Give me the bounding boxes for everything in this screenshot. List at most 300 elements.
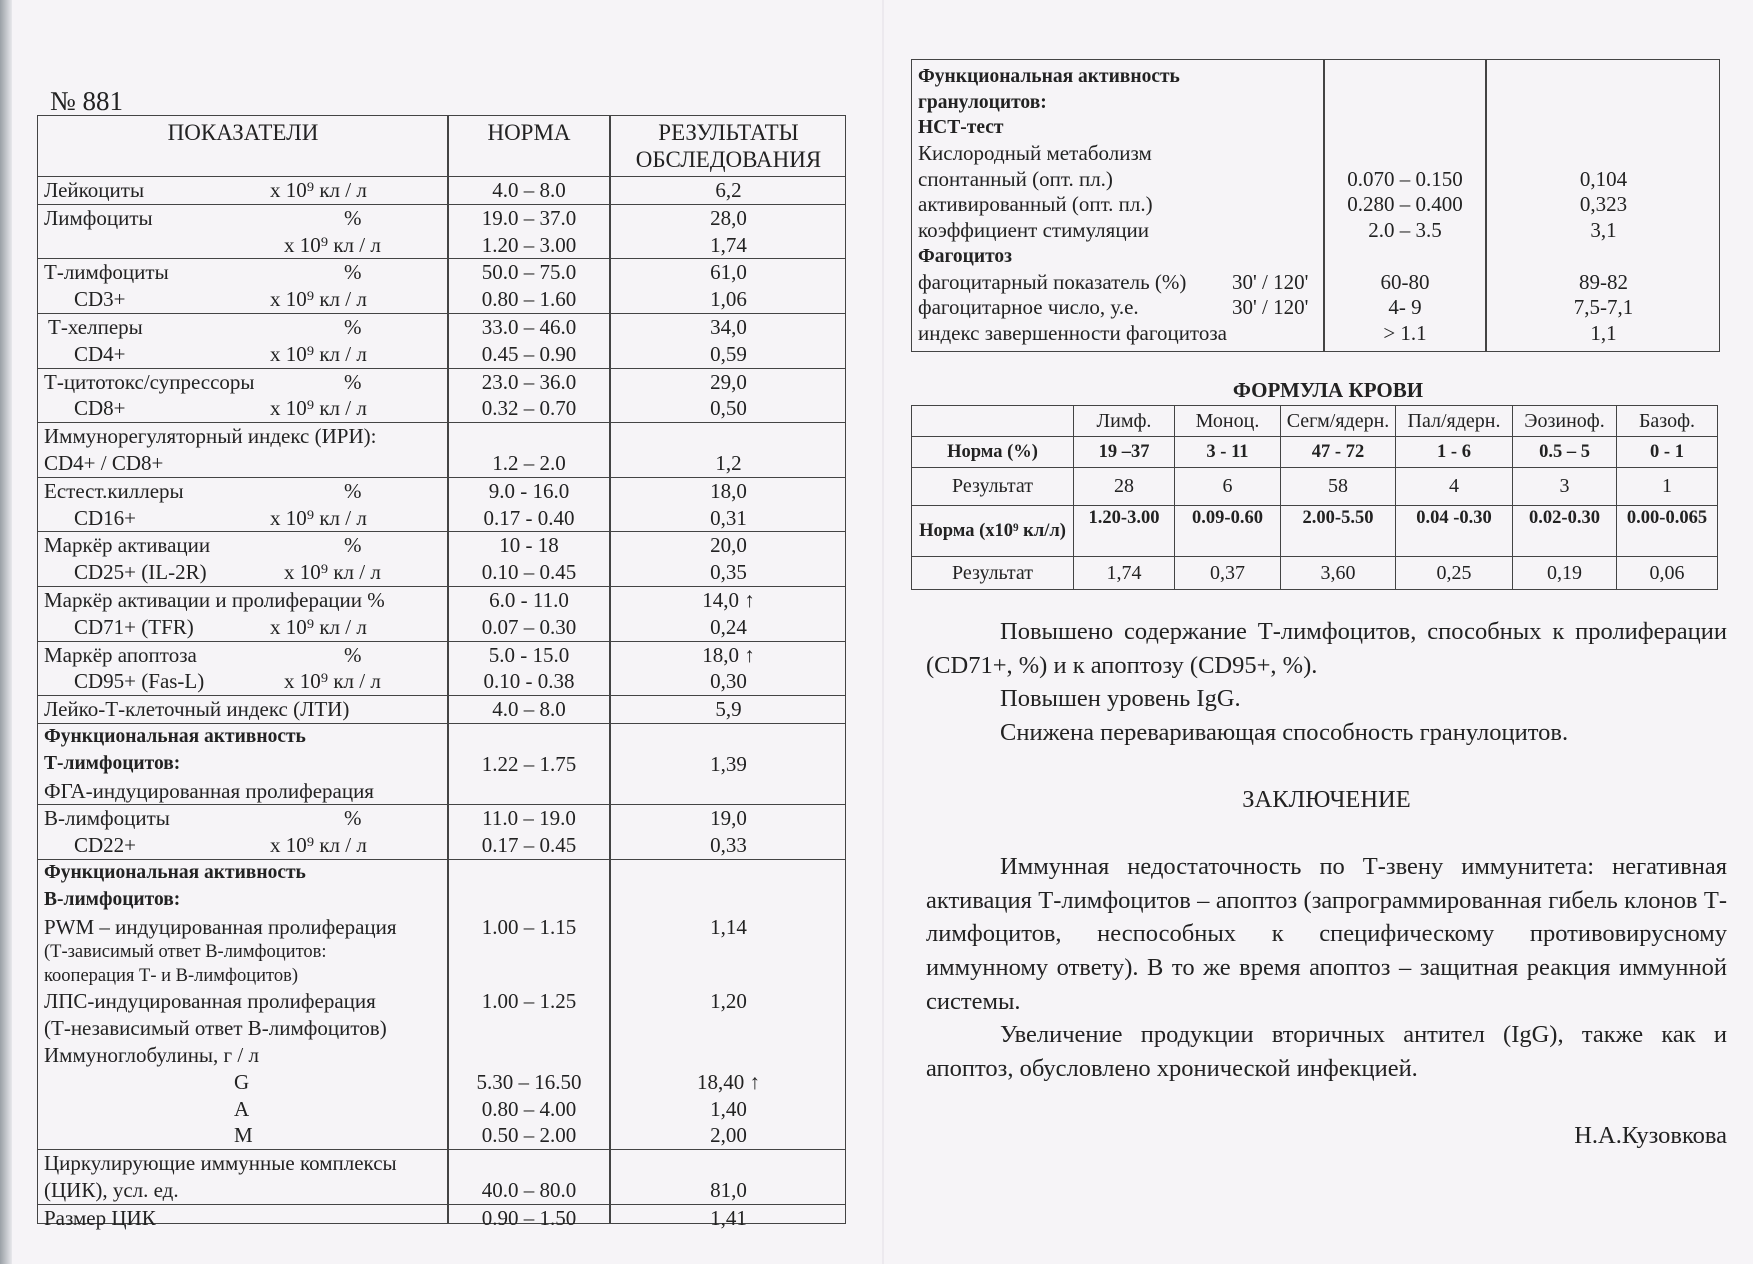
table-row bbox=[38, 805, 845, 860]
indicator-cell bbox=[38, 478, 448, 505]
indicator-cell bbox=[38, 505, 448, 532]
table-line bbox=[38, 286, 845, 313]
formula-value: 1,74 bbox=[1074, 557, 1175, 590]
result-value: 89-82 bbox=[1579, 269, 1628, 294]
norm-value: 0.10 – 0.45 bbox=[481, 560, 577, 585]
table-line bbox=[38, 1042, 845, 1069]
unit-label: % bbox=[344, 260, 362, 285]
norm-value: 0.070 – 0.150 bbox=[1347, 166, 1463, 191]
indicator-label: Т-лимфоциты bbox=[44, 260, 169, 285]
table-line bbox=[38, 778, 845, 805]
indicator-label: CD95+ (Fas-L) bbox=[74, 669, 205, 694]
document-number: № 881 bbox=[50, 86, 124, 116]
indicator-label: кооперация Т- и В-лимфоцитов) bbox=[44, 966, 299, 987]
result-value bbox=[1486, 115, 1721, 141]
formula-value: 0,06 bbox=[1617, 557, 1718, 590]
norm-value: 0.17 – 0.45 bbox=[481, 833, 577, 858]
result-value: 14,0 ↑ bbox=[702, 587, 755, 612]
indicator-cell bbox=[912, 295, 1324, 321]
header-results-line1: РЕЗУЛЬТАТЫ bbox=[658, 120, 799, 145]
result-value: 1,20 bbox=[710, 989, 747, 1014]
indicator-label: Фагоцитоз bbox=[918, 245, 1012, 267]
unit-label: x 10⁹ кл / л bbox=[270, 505, 367, 530]
indicator-cell bbox=[38, 259, 448, 286]
indicator-label: фагоцитарное число, у.е. bbox=[918, 295, 1139, 320]
indicator-cell bbox=[38, 587, 448, 614]
table-line bbox=[38, 1177, 845, 1204]
norm-value: 5.0 - 15.0 bbox=[488, 642, 570, 667]
result-value: 34,0 bbox=[710, 314, 747, 339]
table-line bbox=[38, 395, 845, 422]
table-line bbox=[912, 90, 1719, 116]
result-value: 5,9 bbox=[715, 697, 742, 722]
indicator-cell bbox=[38, 1205, 448, 1232]
conclusion-paragraph: Увеличение продукции вторичных антител (IgG), также как и апоптоз, обусловлено хронической инфекцией. bbox=[926, 1021, 1727, 1082]
unit-label: x 10⁹ кл / л bbox=[284, 669, 381, 694]
result-value bbox=[610, 1015, 847, 1042]
norm-value: 6.0 - 11.0 bbox=[489, 587, 569, 612]
table-line bbox=[38, 341, 845, 368]
norm-value: 4- 9 bbox=[1388, 295, 1422, 320]
immunogram-table bbox=[37, 115, 846, 1230]
column-header: Базоф. bbox=[1617, 406, 1718, 437]
table-row bbox=[38, 177, 845, 205]
unit-label: x 10⁹ кл / л bbox=[270, 341, 367, 366]
indicator-label: (Т-независимый ответ В-лимфоцитов) bbox=[44, 1016, 387, 1041]
table-row bbox=[38, 1150, 845, 1205]
indicator-cell bbox=[38, 940, 448, 964]
row-label: Норма (%) bbox=[912, 437, 1074, 468]
result-value: 1,1 bbox=[1590, 320, 1617, 345]
formula-value: 6 bbox=[1175, 468, 1281, 506]
norm-value bbox=[448, 1042, 610, 1069]
unit-label: % bbox=[344, 369, 362, 394]
table-line bbox=[912, 64, 1719, 90]
norm-value: 2.0 – 3.5 bbox=[1368, 218, 1442, 243]
indicator-label: Т-цитотокс/супрессоры bbox=[44, 369, 255, 394]
unit-label: x 10⁹ кл / л bbox=[284, 560, 381, 585]
finding: Повышен уровень IgG. bbox=[1000, 685, 1241, 713]
table-line bbox=[38, 724, 845, 751]
signature: Н.А.Кузовкова bbox=[1574, 1121, 1727, 1149]
table-header bbox=[38, 116, 845, 177]
table-line bbox=[38, 559, 845, 586]
norm-value bbox=[448, 1015, 610, 1042]
indicator-label: CD25+ (IL-2R) bbox=[74, 560, 207, 585]
indicator-cell bbox=[912, 270, 1324, 296]
norm-value: 0.45 – 0.90 bbox=[481, 341, 577, 366]
indicator-cell bbox=[38, 1042, 448, 1069]
indicator-cell bbox=[912, 167, 1324, 193]
norm-value bbox=[448, 860, 610, 887]
table-line bbox=[912, 115, 1719, 141]
indicator-label: Лимфоциты bbox=[44, 205, 153, 230]
indicator-label: CD3+ bbox=[74, 287, 126, 312]
result-value: 20,0 bbox=[710, 533, 747, 558]
norm-value: 23.0 – 36.0 bbox=[481, 369, 577, 394]
result-value: 0,50 bbox=[710, 396, 747, 421]
indicator-cell bbox=[912, 244, 1324, 270]
result-value bbox=[610, 1042, 847, 1069]
norm-value: 11.0 – 19.0 bbox=[482, 806, 576, 831]
result-value: 61,0 bbox=[710, 260, 747, 285]
indicator-cell bbox=[38, 559, 448, 586]
result-value: 0,323 bbox=[1579, 192, 1628, 217]
indicator-cell bbox=[38, 395, 448, 422]
row-label: Результат bbox=[912, 557, 1074, 590]
unit-label: x 10⁹ кл / л bbox=[284, 232, 381, 257]
table-line bbox=[38, 232, 845, 259]
unit-label: 30' / 120' bbox=[1232, 269, 1309, 294]
indicator-cell bbox=[912, 90, 1324, 116]
table-line bbox=[912, 244, 1719, 270]
unit-label: x 10⁹ кл / л bbox=[270, 833, 367, 858]
norm-value: 19.0 – 37.0 bbox=[481, 205, 577, 230]
norm-value: 0.80 – 1.60 bbox=[481, 287, 577, 312]
indicator-label: активированный (опт. пл.) bbox=[918, 192, 1153, 217]
formula-value: 0.02-0.30 bbox=[1513, 506, 1617, 557]
formula-value: 4 bbox=[1396, 468, 1513, 506]
header-results bbox=[610, 116, 847, 176]
norm-value: 0.10 - 0.38 bbox=[483, 669, 575, 694]
row-label: Норма (x10⁹ кл/л) bbox=[912, 506, 1074, 557]
table-body bbox=[38, 177, 845, 1231]
norm-value bbox=[1324, 141, 1486, 167]
table-row bbox=[38, 532, 845, 587]
norm-value bbox=[1324, 90, 1486, 116]
table-line bbox=[38, 1069, 845, 1096]
norm-value bbox=[448, 423, 610, 450]
formula-value: 58 bbox=[1281, 468, 1396, 506]
indicator-label: G bbox=[234, 1069, 250, 1094]
table-line bbox=[38, 668, 845, 695]
norm-value: 4.0 – 8.0 bbox=[492, 697, 566, 722]
finding: Повышено содержание Т-лимфоцитов, способных к пролиферации (CD71+, %) и к апоптозу (CD95+, %). bbox=[926, 618, 1727, 679]
formula-title: ФОРМУЛА КРОВИ bbox=[1232, 378, 1424, 402]
norm-value bbox=[448, 1150, 610, 1177]
result-value bbox=[1486, 141, 1721, 167]
indicator-cell bbox=[38, 369, 448, 396]
result-value bbox=[1486, 64, 1721, 90]
result-value bbox=[610, 778, 847, 805]
column-header: Лимф. bbox=[1074, 406, 1175, 437]
unit-label: x 10⁹ кл / л bbox=[270, 614, 367, 639]
formula-value: 0 - 1 bbox=[1617, 437, 1718, 468]
indicator-label: CD22+ bbox=[74, 833, 137, 858]
table-line bbox=[38, 314, 845, 341]
result-value: 2,00 bbox=[710, 1123, 747, 1148]
norm-value bbox=[448, 887, 610, 914]
result-value: 0,24 bbox=[710, 614, 747, 639]
indicator-cell bbox=[38, 314, 448, 341]
formula-header-row bbox=[912, 406, 1718, 437]
indicator-label: Лейкоциты bbox=[44, 178, 145, 202]
indicator-cell bbox=[38, 1069, 448, 1096]
result-value: 0,59 bbox=[710, 341, 747, 366]
table-row bbox=[38, 724, 845, 805]
indicator-label: Функциональная активность bbox=[918, 66, 1180, 87]
table-line bbox=[38, 1205, 845, 1232]
table-row bbox=[38, 423, 845, 478]
indicator-cell bbox=[38, 205, 448, 232]
column-header: Пал/ядерн. bbox=[1396, 406, 1513, 437]
formula-value: 0,25 bbox=[1396, 557, 1513, 590]
row-label: Результат bbox=[912, 468, 1074, 506]
result-value: 0,104 bbox=[1579, 166, 1628, 191]
indicator-label: Маркёр активации bbox=[44, 533, 211, 558]
indicator-cell bbox=[38, 988, 448, 1015]
indicator-label: Функциональная активность bbox=[44, 861, 306, 883]
indicator-cell bbox=[912, 115, 1324, 141]
indicator-cell bbox=[912, 64, 1324, 90]
unit-label: x 10⁹ кл / л bbox=[270, 178, 367, 202]
table-line bbox=[38, 1015, 845, 1042]
formula-value: 2.00-5.50 bbox=[1281, 506, 1396, 557]
indicator-cell bbox=[38, 914, 448, 941]
indicator-cell bbox=[38, 450, 448, 477]
result-value: 29,0 bbox=[710, 369, 747, 394]
table-line bbox=[38, 751, 845, 778]
indicator-label: гранулоцитов: bbox=[918, 91, 1047, 113]
formula-value: 0.00-0.065 bbox=[1617, 506, 1718, 557]
indicator-cell bbox=[38, 642, 448, 669]
result-value: 1,14 bbox=[710, 914, 747, 939]
table-row bbox=[38, 1205, 845, 1232]
indicator-cell bbox=[38, 532, 448, 559]
table-row bbox=[38, 369, 845, 424]
table-line bbox=[38, 988, 845, 1015]
indicator-cell bbox=[912, 192, 1324, 218]
table-line bbox=[38, 805, 845, 832]
indicator-cell bbox=[38, 724, 448, 751]
indicator-label: фагоцитарный показатель (%) bbox=[918, 269, 1187, 294]
indicator-label: CD71+ (TFR) bbox=[74, 614, 194, 639]
formula-value: 0,19 bbox=[1513, 557, 1617, 590]
result-value: 18,0 bbox=[710, 478, 747, 503]
indicator-label: Естест.киллеры bbox=[44, 478, 184, 503]
result-value: 19,0 bbox=[710, 806, 747, 831]
page-fold bbox=[882, 0, 884, 1264]
table-row bbox=[38, 587, 845, 642]
table-row bbox=[38, 259, 845, 314]
result-value: 6,2 bbox=[715, 178, 742, 202]
norm-value bbox=[448, 940, 610, 964]
indicator-label: CD4+ bbox=[74, 341, 126, 366]
indicator-cell bbox=[912, 141, 1324, 167]
formula-value: 0.09-0.60 bbox=[1175, 506, 1281, 557]
result-value: 18,0 ↑ bbox=[702, 642, 755, 667]
norm-value: 1.20 – 3.00 bbox=[481, 232, 577, 257]
indicator-label: Маркёр активации и пролиферации % bbox=[44, 587, 385, 612]
table-line bbox=[912, 295, 1719, 321]
table-line bbox=[38, 423, 845, 450]
result-value bbox=[610, 940, 847, 964]
formula-row bbox=[912, 437, 1718, 468]
indicator-label: M bbox=[234, 1123, 253, 1148]
result-value: 3,1 bbox=[1590, 218, 1617, 243]
unit-label: % bbox=[344, 478, 362, 503]
indicator-cell bbox=[38, 778, 448, 805]
norm-value: 0.07 – 0.30 bbox=[481, 614, 577, 639]
unit-label: % bbox=[344, 205, 362, 230]
unit-label: x 10⁹ кл / л bbox=[270, 287, 367, 312]
result-value: 0,33 bbox=[710, 833, 747, 858]
conclusion-paragraph: Иммунная недостаточность по Т-звену иммунитета: негативная активация Т-лимфоцитов – апоптоз (запрограммированная гибель клонов Т-лимфоцитов, неспособных к специфическому противовирусному иммунному ответу). В то же время апоптоз – защитная реакция иммунной системы. bbox=[926, 853, 1727, 1015]
unit-label: 30' / 120' bbox=[1232, 295, 1309, 320]
norm-value: 0.17 - 0.40 bbox=[483, 505, 575, 530]
table-line bbox=[38, 450, 845, 477]
norm-value: 5.30 – 16.50 bbox=[476, 1069, 582, 1094]
formula-value: 0.5 – 5 bbox=[1513, 437, 1617, 468]
table-row bbox=[38, 478, 845, 533]
norm-value: 60-80 bbox=[1380, 269, 1430, 294]
formula-row bbox=[912, 468, 1718, 506]
table-line bbox=[38, 964, 845, 988]
result-value bbox=[610, 860, 847, 887]
unit-label: % bbox=[344, 533, 362, 558]
indicator-cell bbox=[38, 860, 448, 887]
empty-cell bbox=[912, 406, 1074, 437]
table-row bbox=[38, 642, 845, 697]
indicator-cell bbox=[38, 696, 448, 723]
header-results-line2: ОБСЛЕДОВАНИЯ bbox=[635, 147, 822, 172]
norm-value: 1.00 – 1.25 bbox=[481, 989, 577, 1014]
indicator-cell bbox=[38, 805, 448, 832]
scan-edge bbox=[0, 0, 12, 1264]
indicator-label: CD8+ bbox=[74, 396, 126, 421]
column-header: Моноц. bbox=[1175, 406, 1281, 437]
column-header: Сегм/ядерн. bbox=[1281, 406, 1396, 437]
indicator-cell bbox=[38, 1096, 448, 1123]
norm-value bbox=[448, 964, 610, 988]
norm-value: 0.80 – 4.00 bbox=[481, 1096, 577, 1121]
indicator-cell bbox=[912, 321, 1324, 347]
header-norm: НОРМА bbox=[487, 120, 571, 145]
norm-value bbox=[448, 724, 610, 751]
result-value bbox=[1486, 90, 1721, 116]
table-line bbox=[38, 478, 845, 505]
norm-value: 9.0 - 16.0 bbox=[488, 478, 570, 503]
formula-value: 47 - 72 bbox=[1281, 437, 1396, 468]
formula-value: 3 bbox=[1513, 468, 1617, 506]
norm-value: 4.0 – 8.0 bbox=[492, 178, 566, 202]
table-line bbox=[38, 505, 845, 532]
column-divider bbox=[609, 116, 611, 1223]
formula-value: 1 bbox=[1617, 468, 1718, 506]
result-value: 1,74 bbox=[710, 232, 747, 257]
column-header: Эозиноф. bbox=[1513, 406, 1617, 437]
indicator-cell bbox=[38, 177, 448, 204]
result-value bbox=[610, 724, 847, 751]
indicator-cell bbox=[38, 1150, 448, 1177]
indicator-cell bbox=[38, 887, 448, 914]
result-value: 81,0 bbox=[710, 1177, 747, 1202]
indicator-cell bbox=[38, 1015, 448, 1042]
indicator-label: Т-хелперы bbox=[48, 314, 143, 339]
norm-value: 40.0 – 80.0 bbox=[481, 1177, 577, 1202]
table-row bbox=[38, 314, 845, 369]
indicator-label: спонтанный (опт. пл.) bbox=[918, 166, 1113, 191]
blood-formula-table bbox=[911, 405, 1718, 590]
norm-value: 33.0 – 46.0 bbox=[481, 314, 577, 339]
finding: Снижена переваривающая способность гранулоцитов. bbox=[1000, 718, 1569, 746]
formula-value: 0,37 bbox=[1175, 557, 1281, 590]
indicator-cell bbox=[38, 423, 448, 450]
result-value bbox=[610, 1150, 847, 1177]
formula-value: 1.20-3.00 bbox=[1074, 506, 1175, 557]
indicator-label: Кислородный метаболизм bbox=[918, 141, 1152, 166]
table-row bbox=[38, 696, 845, 724]
indicator-label: A bbox=[234, 1096, 250, 1121]
indicator-label: В-лимфоцитов: bbox=[44, 888, 181, 910]
column-divider bbox=[1485, 60, 1487, 351]
result-value: 18,40 ↑ bbox=[697, 1069, 760, 1094]
norm-value bbox=[1324, 115, 1486, 141]
formula-value: 28 bbox=[1074, 468, 1175, 506]
norm-value bbox=[1324, 64, 1486, 90]
table-line bbox=[912, 141, 1719, 167]
table-line bbox=[38, 860, 845, 887]
formula-value: 19 –37 bbox=[1074, 437, 1175, 468]
formula-value: 3 - 11 bbox=[1175, 437, 1281, 468]
indicator-label: PWM – индуцированная пролиферация bbox=[44, 914, 397, 939]
indicator-cell bbox=[38, 832, 448, 859]
indicator-label: Лейко-Т-клеточный индекс (ЛТИ) bbox=[44, 697, 350, 722]
formula-value: 0.04 -0.30 bbox=[1396, 506, 1513, 557]
table-line bbox=[38, 887, 845, 914]
formula-value: 1 - 6 bbox=[1396, 437, 1513, 468]
result-value: 28,0 bbox=[710, 205, 747, 230]
indicator-label: Маркёр апоптоза bbox=[44, 642, 197, 667]
norm-value bbox=[448, 778, 610, 805]
table-line bbox=[38, 369, 845, 396]
table-line bbox=[38, 532, 845, 559]
table-line bbox=[38, 696, 845, 723]
indicator-cell bbox=[38, 286, 448, 313]
result-value: 0,35 bbox=[710, 560, 747, 585]
result-value: 1,2 bbox=[715, 450, 742, 475]
indicator-label: Функциональная активность bbox=[44, 725, 306, 747]
indicator-cell bbox=[38, 1177, 448, 1204]
norm-value: 0.90 – 1.50 bbox=[481, 1205, 577, 1230]
table-line bbox=[38, 642, 845, 669]
result-value: 1,40 bbox=[710, 1096, 747, 1121]
indicator-cell bbox=[38, 668, 448, 695]
table-line bbox=[38, 177, 845, 204]
conclusion-section bbox=[926, 615, 1727, 1153]
result-value: 0,31 bbox=[710, 505, 747, 530]
norm-value bbox=[1324, 244, 1486, 270]
indicator-label: (Т-зависимый ответ В-лимфоцитов: bbox=[44, 942, 327, 963]
norm-value: 1.2 – 2.0 bbox=[492, 450, 566, 475]
indicator-label: Т-лимфоцитов: bbox=[44, 752, 181, 774]
table-line bbox=[38, 1096, 845, 1123]
indicator-cell bbox=[912, 218, 1324, 244]
indicator-label: Циркулирующие иммунные комплексы bbox=[44, 1151, 397, 1176]
formula-row bbox=[912, 557, 1718, 590]
formula-value: 3,60 bbox=[1281, 557, 1396, 590]
table-body bbox=[912, 64, 1719, 347]
indicator-label: (ЦИК), усл. ед. bbox=[44, 1177, 179, 1202]
table-line bbox=[38, 940, 845, 964]
table-line bbox=[38, 587, 845, 614]
indicator-cell bbox=[38, 964, 448, 988]
indicator-label: Иммуноглобулины, г / л bbox=[44, 1042, 259, 1067]
table-line bbox=[912, 192, 1719, 218]
table-line bbox=[912, 218, 1719, 244]
table-line bbox=[38, 832, 845, 859]
norm-value: 1.00 – 1.15 bbox=[481, 914, 577, 939]
